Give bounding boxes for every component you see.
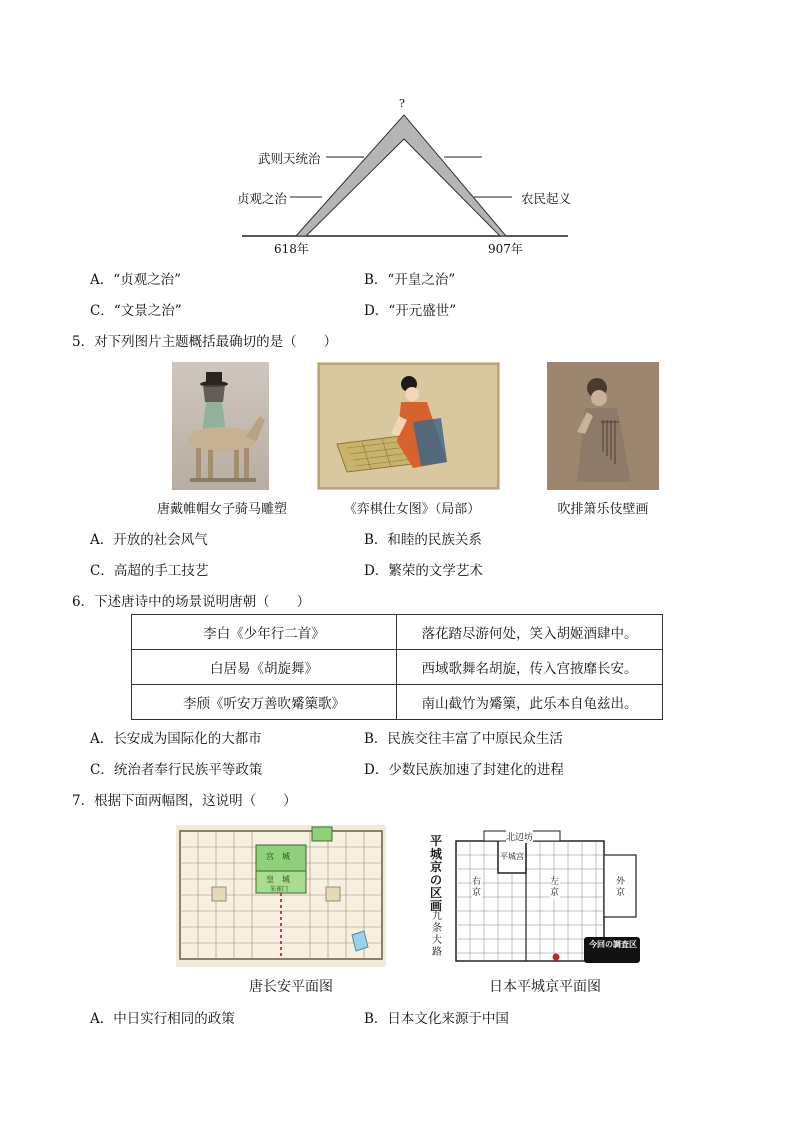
- q6-option-b[interactable]: B．民族交往丰富了中原民众生活: [364, 731, 563, 747]
- q7-option-b[interactable]: B．日本文化来源于中国: [364, 1011, 509, 1027]
- changan-gongcheng-label: 宫 城: [266, 852, 290, 861]
- q5-stem: 5．对下列图片主题概括最确切的是（ ）: [72, 334, 338, 350]
- diagram-end-year: 907年: [488, 242, 523, 256]
- caption-heijokyo-map: 日本平城京平面图: [489, 979, 601, 995]
- diagram-label-zhenguan: 贞观之治: [237, 191, 288, 206]
- photo-go-playing-lady-painting: [317, 362, 500, 490]
- poem-verse: 西域歌舞名胡旋，传入宫掖靡长安。: [397, 650, 663, 685]
- table-row: [132, 650, 663, 685]
- q5-option-a[interactable]: A．开放的社会风气: [90, 532, 208, 548]
- poem-author: 李白《少年行二首》: [132, 615, 397, 650]
- q6-option-c[interactable]: C．统治者奉行民族平等政策: [90, 762, 263, 778]
- poem-table: [131, 614, 663, 720]
- q7-stem: 7．根据下面两幅图，这说明（ ）: [72, 793, 297, 809]
- poem-verse: 落花踏尽游何处，笑入胡姬酒肆中。: [397, 615, 663, 650]
- heijo-survey-label: 今回の調査区: [589, 940, 637, 949]
- heijo-north-label: 北辺坊: [506, 830, 533, 843]
- q6-option-d[interactable]: D．少数民族加速了封建化的进程: [364, 762, 564, 778]
- q4-option-d[interactable]: D．“开元盛世”: [364, 303, 457, 319]
- q6-option-a[interactable]: A．长安成为国际化的大都市: [90, 731, 262, 747]
- diagram-start-year: 618年: [274, 242, 309, 256]
- table-row: [132, 615, 663, 650]
- changan-huangcheng-label: 皇 城: [266, 875, 290, 884]
- q5-option-b[interactable]: B．和睦的民族关系: [364, 532, 482, 548]
- diagram-label-nongmin: 农民起义: [521, 191, 572, 206]
- poem-author: 李颀《听安万善吹觱篥歌》: [132, 685, 397, 720]
- heijo-palace-label: 平城宫: [500, 852, 524, 861]
- poem-author: 白居易《胡旋舞》: [132, 650, 397, 685]
- mountain-shape: [296, 115, 506, 236]
- diagram-label-wuzetian: 武则天统治: [258, 151, 321, 166]
- heijokyo-map: [426, 825, 642, 967]
- q6-stem: 6．下述唐诗中的场景说明唐朝（ ）: [72, 594, 311, 610]
- heijo-side-title: 平城京の区画: [430, 834, 443, 913]
- q5-option-d[interactable]: D．繁荣的文学艺术: [364, 563, 483, 579]
- poem-verse: 南山截竹为觱篥，此乐本自龟兹出。: [397, 685, 663, 720]
- caption-go-playing: 《弈棋仕女图》（局部）: [343, 502, 481, 517]
- photo-panpipe-musician-mural: [547, 362, 659, 490]
- caption-horse-rider: 唐戴帷帽女子骑马雕塑: [156, 502, 287, 517]
- heijo-side-sub: 九条大路: [432, 911, 442, 958]
- diagram-peak-label: ?: [399, 97, 405, 110]
- heijo-left-label: 左京: [550, 877, 560, 898]
- tang-timeline-diagram: [230, 95, 580, 260]
- q4-option-b[interactable]: B．“开皇之治”: [364, 272, 456, 288]
- photo-horse-rider-figurine: [172, 362, 269, 490]
- caption-musician-mural: 吹排箫乐伎壁画: [557, 502, 649, 517]
- q5-option-c[interactable]: C．高超的手工技艺: [90, 563, 209, 579]
- heijo-right-label: 右京: [472, 877, 482, 898]
- q7-option-a[interactable]: A．中日实行相同的政策: [90, 1011, 235, 1027]
- heijo-outer-label: 外京: [616, 877, 626, 898]
- table-row: [132, 685, 663, 720]
- caption-changan-map: 唐长安平面图: [249, 979, 333, 995]
- changan-zhuque-label: 朱雀门: [270, 886, 289, 893]
- changan-map: [176, 825, 386, 967]
- q4-option-c[interactable]: C．“文景之治”: [90, 303, 182, 319]
- q4-option-a[interactable]: A．“贞观之治”: [90, 272, 182, 288]
